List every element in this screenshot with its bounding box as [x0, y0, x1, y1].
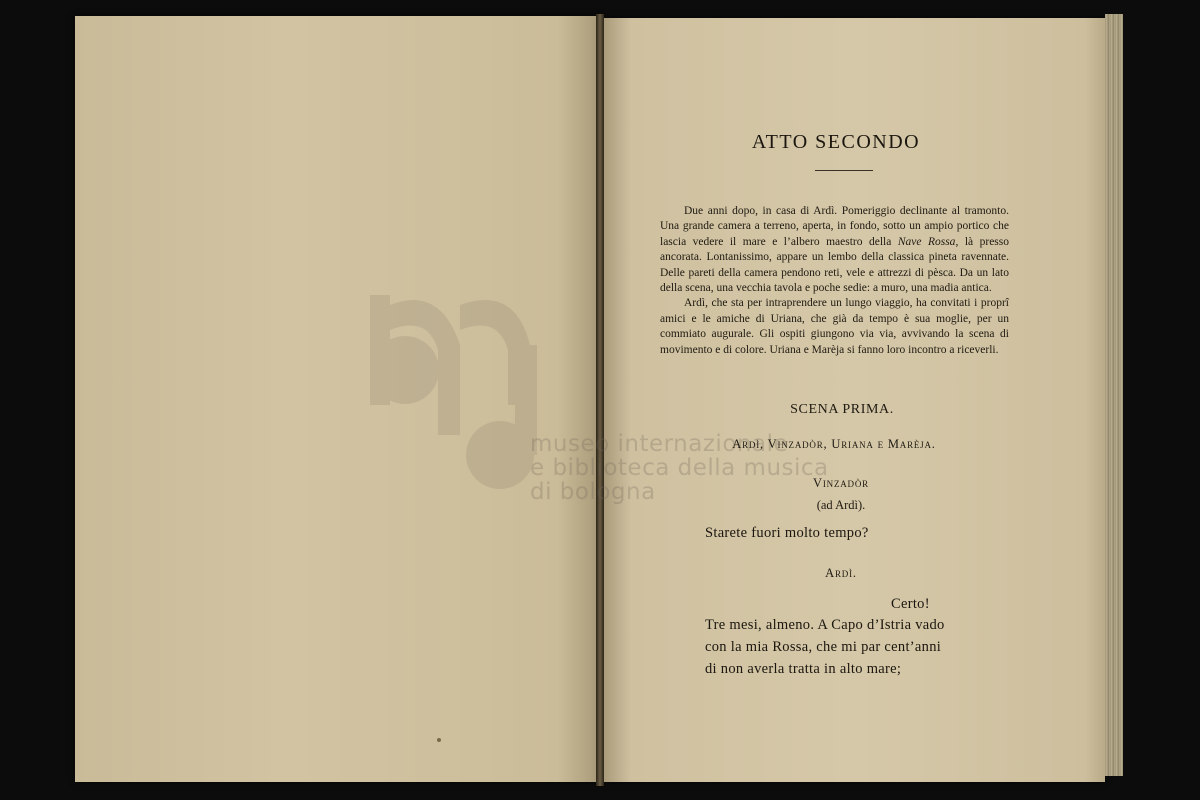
prose-p1-a: Due anni dopo, in casa di Ardì. Pomeriggio declinante al tramonto. Una grande camera a terreno, aperta, in fondo, sotto un ampio portico che lascia vedere il mare e l’albero maestro della [660, 205, 1009, 248]
verse-line-4: con la mia Rossa, che mi par cent’anni [705, 639, 942, 655]
prose-p1-b: , là presso ancorata. Lontanissimo, appare un lembo della classica pineta ravennate. Delle pareti della camera pendono reti, vele e attrezzi di pèsca. Da un lato della scena, una vecchia tavola e poche sedie: a muro, una madia antica. [660, 235, 1009, 295]
speaker-ardi: Ardì. [825, 566, 857, 580]
verse-line-5: di non averla tratta in alto mare; [705, 661, 902, 677]
scene-heading: SCENA PRIMA. [790, 402, 894, 417]
verse-line-3: Tre mesi, almeno. A Capo d’Istria vado [705, 617, 945, 633]
title-rule [815, 170, 873, 171]
verse-line-1: Starete fuori molto tempo? [705, 525, 869, 541]
watermark-line-1: museo internazionale [530, 431, 789, 457]
act-title: ATTO SECONDO [751, 131, 921, 153]
page-edges [1105, 14, 1123, 776]
verse-line-2: Certo! [891, 596, 930, 612]
prose-p1-italic: Nave Rossa [897, 235, 956, 248]
prose-paragraph-2: Ardì, che sta per intraprendere un lungo viaggio, ha convitati i proprî amici e le amiche di Uriana, che già da tempo è sua moglie, per un commiato augurale. Gli ospiti giungono via via, avvivando la scena di movimento e di colore. Uriana e Marèja si fanno loro incontro a riceverli. [660, 297, 1009, 356]
book-gutter [596, 14, 604, 786]
speaker-vinzador: Vinzadòr [813, 476, 869, 490]
watermark-line-3: di bologna [530, 479, 656, 505]
cast-list: Ardì, Vinzadòr, Uriana e Marèja. [732, 437, 936, 451]
stage-direction-ad-ardi: (ad Ardì). [816, 498, 866, 512]
watermark-line-2: e biblioteca della musica [530, 455, 829, 481]
paper-spot [437, 738, 441, 742]
stage-directions [660, 204, 1009, 358]
prose-paragraph-1 [660, 204, 1009, 296]
